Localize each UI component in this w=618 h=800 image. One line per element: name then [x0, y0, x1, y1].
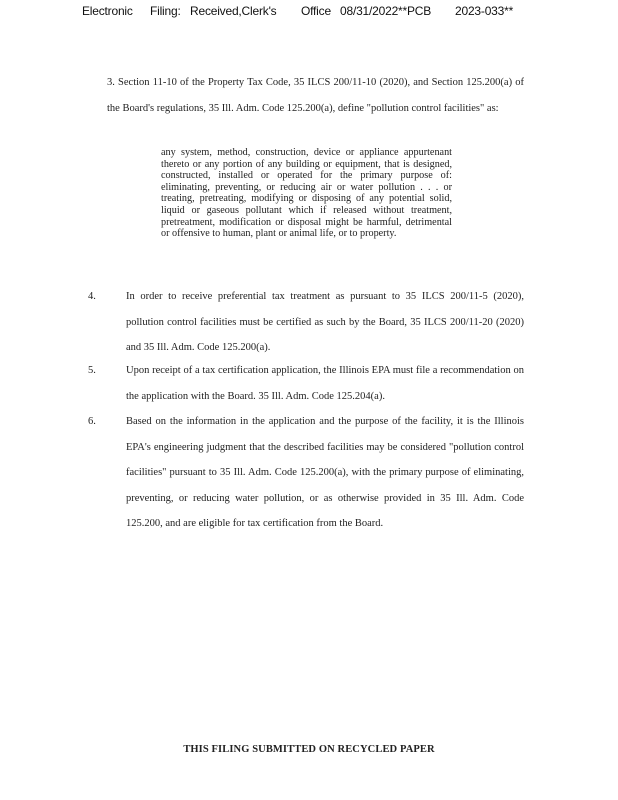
header-date-pcb: 08/31/2022**PCB — [340, 4, 432, 18]
numbered-paragraph-4 — [88, 284, 524, 361]
header-word-office: Office — [301, 4, 331, 18]
paragraph-3: 3. Section 11-10 of the Property Tax Code, 35 ILCS 200/11-10 (2020), and Section 125.200(a) of the Board's regulations, 35 Ill. Adm. Code 125.200(a), define "pollution control facilities" as: — [107, 77, 524, 114]
paragraph-text: Based on the information in the application and the purpose of the facility, it is the Illinois EPA's engineering judgment that the described facilities may be considered "pollution control facilities" pursuant to 35 Ill. Adm. Code 125.200(a), with the primary purpose of eliminating, preventing, or reducing water pollution, or as otherwise provided in 35 Ill. Adm. Code 125.200, and are eligible for tax certification from the Board. — [126, 416, 524, 529]
paragraph-number: 5. — [88, 365, 96, 376]
header-word-filing: Filing: — [150, 4, 181, 18]
header-case-number: 2023-033** — [455, 4, 514, 18]
paragraph-number: 6. — [88, 416, 96, 427]
paragraph-number: 4. — [88, 291, 96, 302]
header-word-received: Received,Clerk's — [190, 4, 277, 18]
recycled-paper-footer: THIS FILING SUBMITTED ON RECYCLED PAPER — [183, 744, 435, 755]
numbered-paragraph-6 — [88, 409, 524, 537]
numbered-paragraph-5 — [88, 358, 524, 409]
paragraph-text: In order to receive preferential tax treatment as pursuant to 35 ILCS 200/11-5 (2020), pollution control facilities must be certified as such by the Board, 35 ILCS 200/11-20 (2020) and 35 Ill. Adm. Code 125.200(a). — [126, 291, 524, 353]
block-quote-definition: any system, method, construction, device or appliance appurtenant thereto or any portion of any building or equipment, that is designed, constructed, installed or operated for the primary purpose of: eliminating, preventing, or reducing air or water pollution . . . or treating, pretreating, modifying or disposing of any potential solid, liquid or gaseous pollutant which if released without treatment, pretreatment, modification or disposal might be harmful, detrimental or offensive to human, plant or animal life, or to property. — [161, 147, 452, 240]
header-word-electronic: Electronic — [82, 4, 133, 18]
paragraph-text: Upon receipt of a tax certification application, the Illinois EPA must file a recommendation on the application with the Board. 35 Ill. Adm. Code 125.204(a). — [126, 365, 524, 402]
